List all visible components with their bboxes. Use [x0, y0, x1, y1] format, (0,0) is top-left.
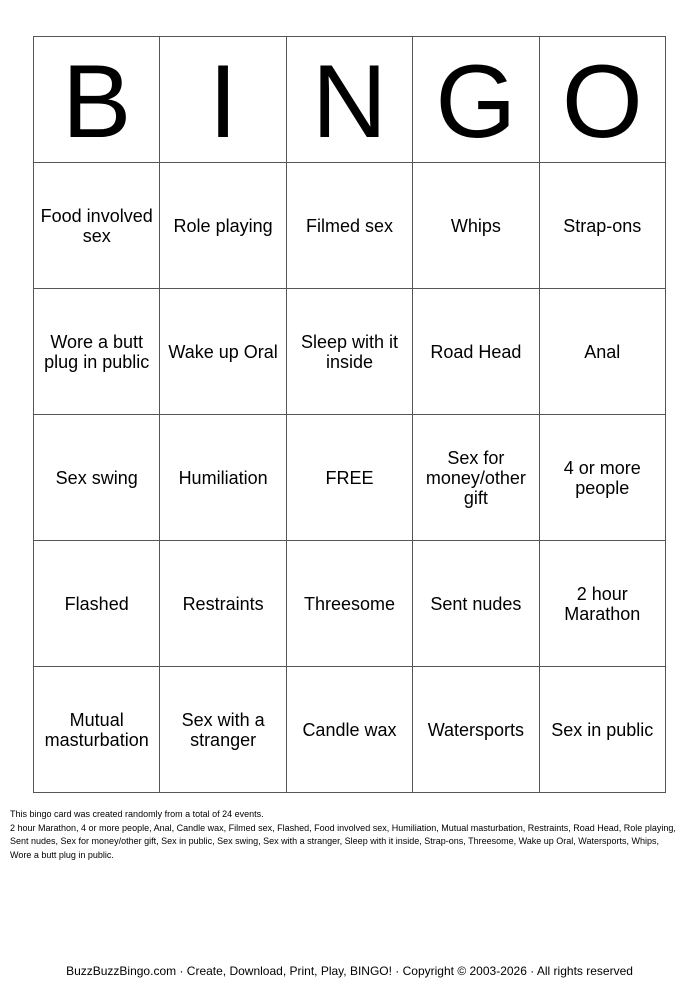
bingo-cell: Filmed sex — [286, 163, 412, 289]
bingo-cell: Wore a butt plug in public — [34, 289, 160, 415]
bingo-row — [34, 667, 666, 793]
bingo-cell: Restraints — [160, 541, 286, 667]
bingo-cell: Sex for money/other gift — [413, 415, 539, 541]
bingo-cell: Candle wax — [286, 667, 412, 793]
bingo-row — [34, 163, 666, 289]
bingo-cell: Mutual masturbation — [34, 667, 160, 793]
card-info — [10, 808, 678, 862]
bingo-cell: Food involved sex — [34, 163, 160, 289]
bingo-cell: Strap-ons — [539, 163, 665, 289]
header-letter-g: G — [413, 37, 539, 163]
bingo-header-row — [34, 37, 666, 163]
bingo-cell: Wake up Oral — [160, 289, 286, 415]
bingo-cell: Watersports — [413, 667, 539, 793]
bingo-cell: Sex swing — [34, 415, 160, 541]
bingo-cell: Flashed — [34, 541, 160, 667]
bingo-row — [34, 289, 666, 415]
header-letter-i: I — [160, 37, 286, 163]
bingo-row — [34, 541, 666, 667]
created-note: This bingo card was created randomly from a total of 24 events. — [10, 809, 264, 819]
bingo-cell: Sex with a stranger — [160, 667, 286, 793]
bingo-cell: Humiliation — [160, 415, 286, 541]
bingo-cell: 4 or more people — [539, 415, 665, 541]
bingo-card — [33, 36, 666, 793]
site-footer: BuzzBuzzBingo.com · Create, Download, Print, Play, BINGO! · Copyright © 2003-2026 · All rights reserved — [66, 964, 633, 978]
bingo-free-cell: FREE — [286, 415, 412, 541]
header-letter-b: B — [34, 37, 160, 163]
header-letter-o: O — [539, 37, 665, 163]
bingo-cell: Sleep with it inside — [286, 289, 412, 415]
bingo-cell: Role playing — [160, 163, 286, 289]
bingo-row — [34, 415, 666, 541]
header-letter-n: N — [286, 37, 412, 163]
bingo-cell: Anal — [539, 289, 665, 415]
bingo-cell: Road Head — [413, 289, 539, 415]
bingo-cell: Whips — [413, 163, 539, 289]
bingo-cell: Sex in public — [539, 667, 665, 793]
events-list: 2 hour Marathon, 4 or more people, Anal, Candle wax, Filmed sex, Flashed, Food involved sex, Humiliation, Mutual masturbation, Restraints, Road Head, Role playing, Sent nudes, Sex for money/other gift, Sex in public, Sex swing, Sex with a stranger, Sleep with it inside, Strap-ons, Threesome, Wake up Oral, Watersports, Whips, Wore a butt plug in public. — [10, 822, 676, 860]
bingo-cell: 2 hour Marathon — [539, 541, 665, 667]
bingo-cell: Threesome — [286, 541, 412, 667]
bingo-cell: Sent nudes — [413, 541, 539, 667]
